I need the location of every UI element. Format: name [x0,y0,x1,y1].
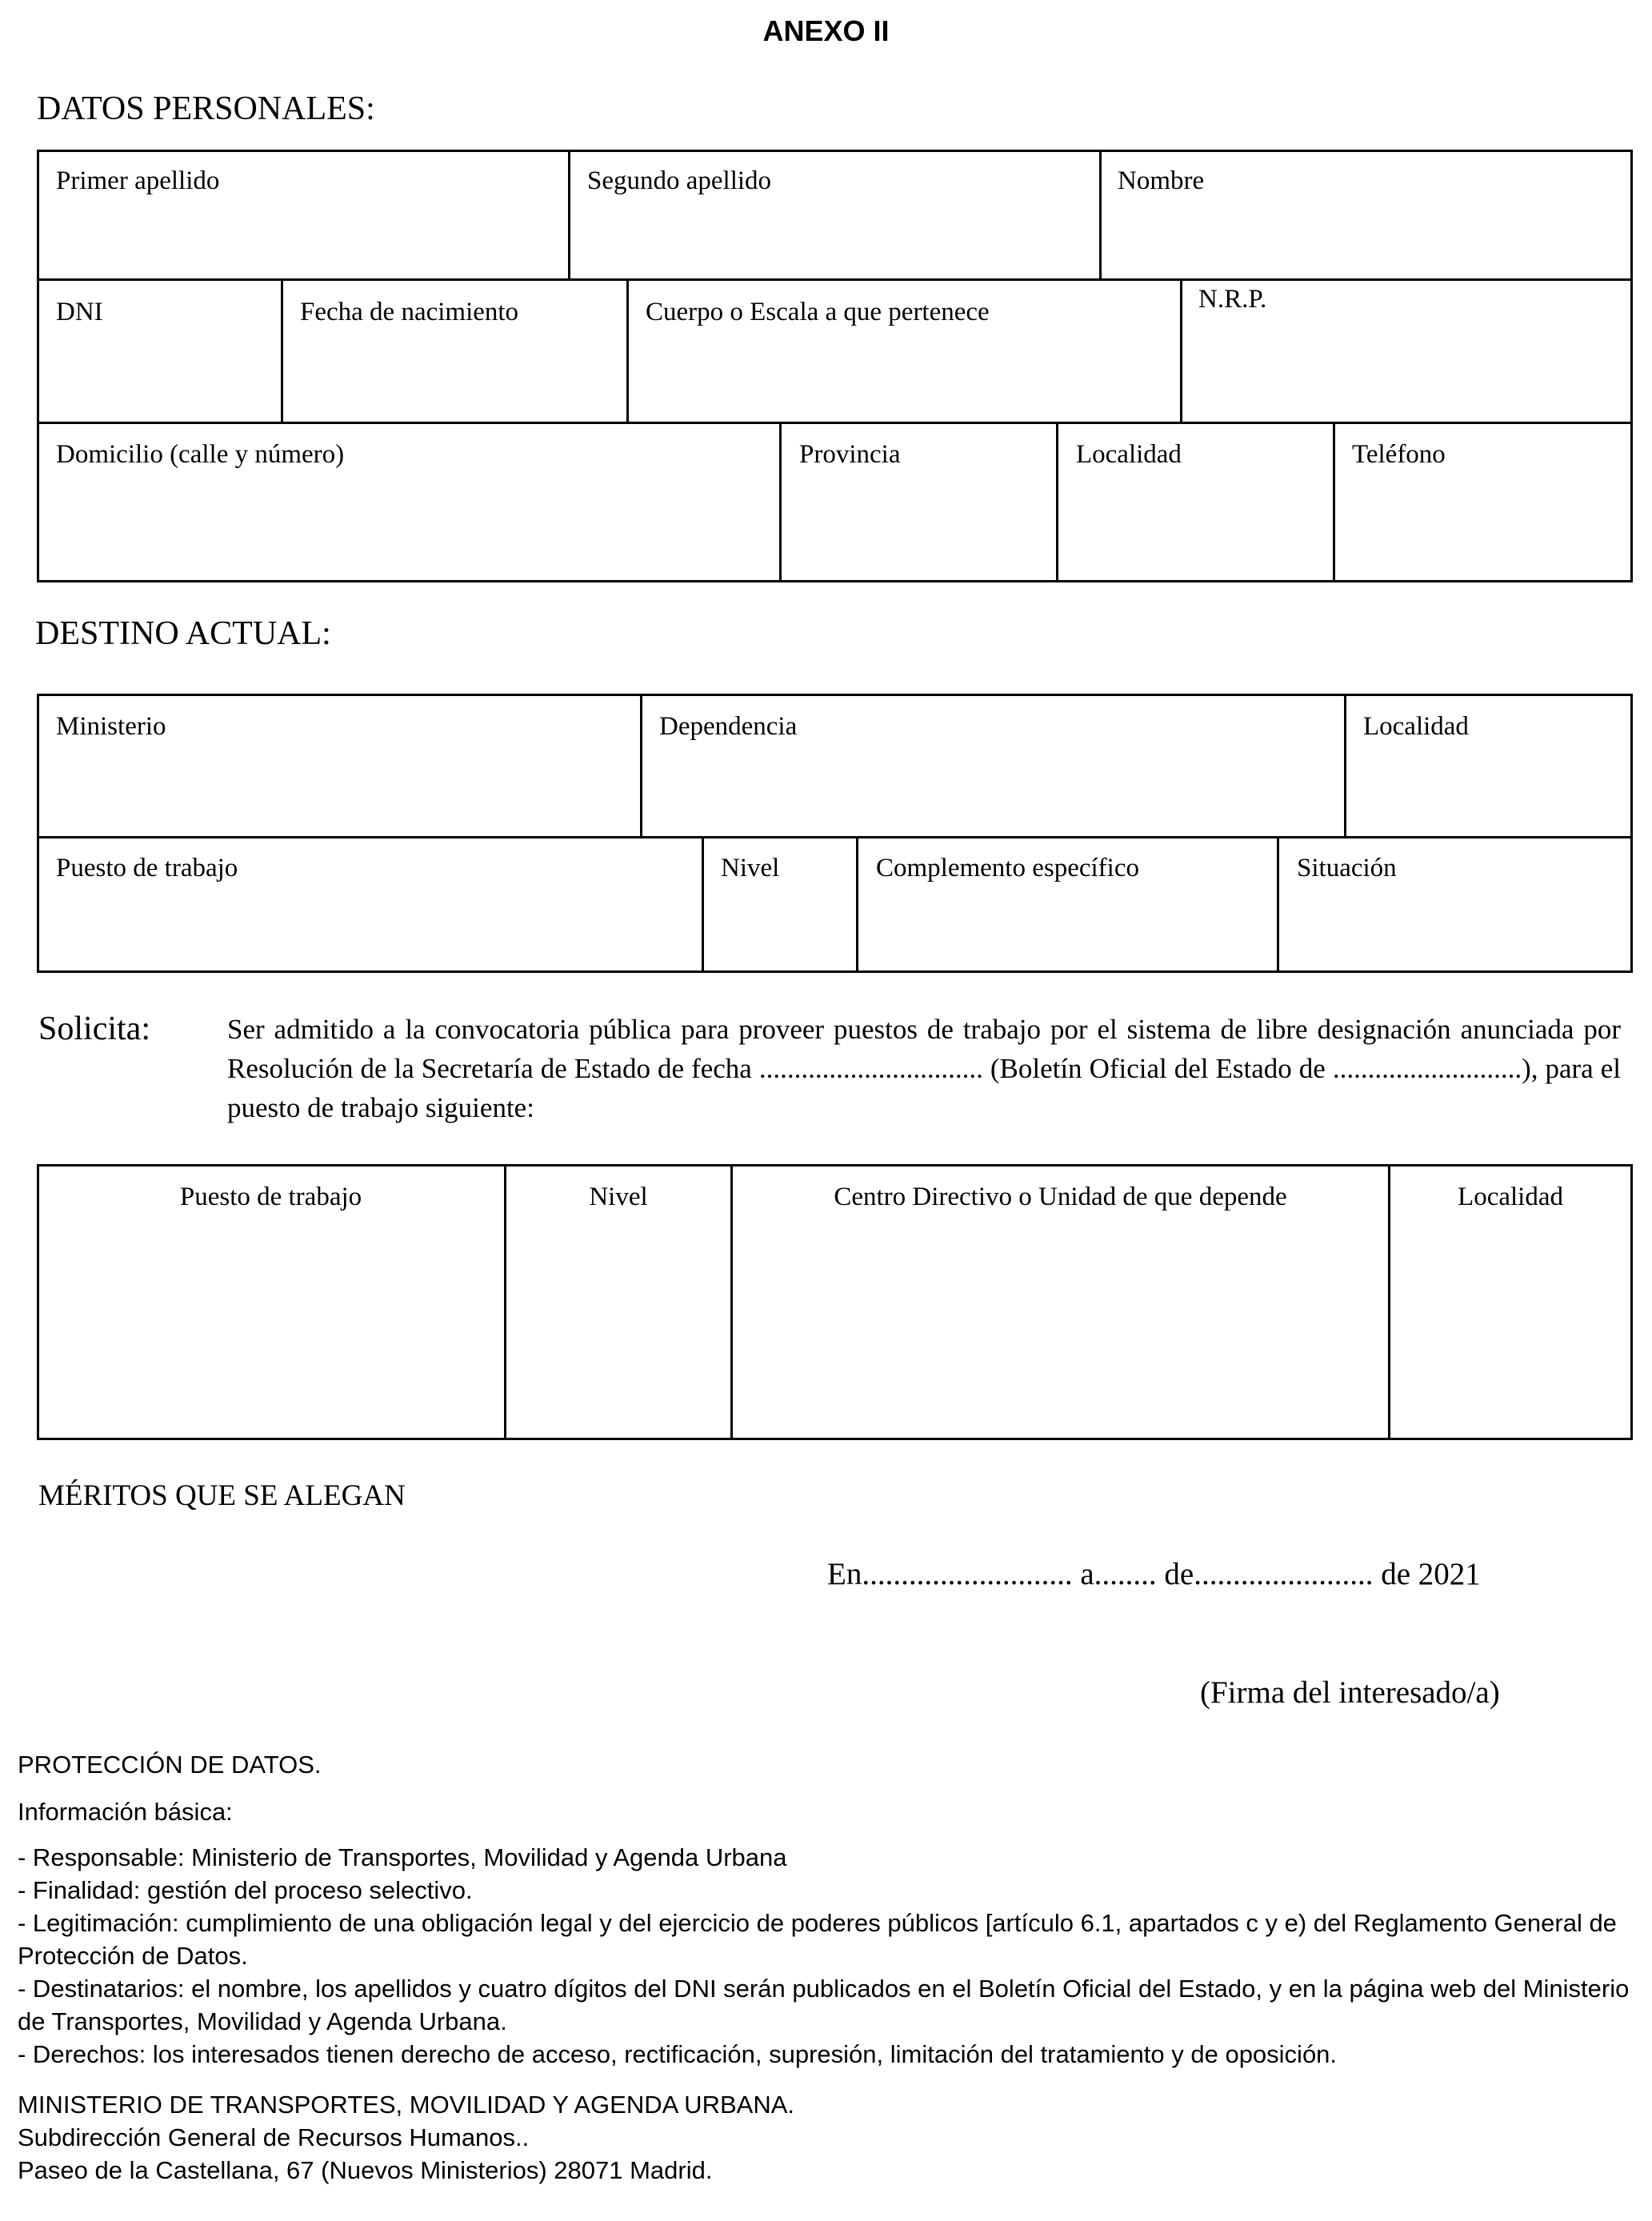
meritos-heading: MÉRITOS QUE SE ALEGAN [38,1479,406,1512]
field-dni[interactable]: DNI [56,298,103,326]
signature-label: (Firma del interesado/a) [1200,1675,1500,1710]
field-telefono[interactable]: Teléfono [1352,440,1446,469]
solicita-text: Ser admitido a la convocatoria pública para proveer puestos de trabajo por el sistema de libre designación anunciada por Resolución de la Secretaría de Estado de fecha ................................ (Boletín Oficial del Estado de ...........................), para el puesto de trabajo siguiente: [227,1014,1621,1123]
privacy-item: - Derechos: los interesados tienen derecho de acceso, rectificación, supresión, limitación del tratamiento y de oposición. [18,2040,1338,2068]
column-divider [281,278,283,423]
row-divider [37,278,1633,281]
header-puesto-trabajo[interactable]: Puesto de trabajo [179,1183,362,1211]
field-cuerpo-escala[interactable]: Cuerpo o Escala a que pertenece [646,298,990,326]
privacy-item: - Responsable: Ministerio de Transportes, Movilidad y Agenda Urbana [18,1843,787,1871]
column-divider [856,836,858,973]
address-line: MINISTERIO DE TRANSPORTES, MOVILIDAD Y AGENDA URBANA. [18,2091,794,2119]
privacy-item: - Legitimación: cumplimiento de una obligación legal y del ejercicio de poderes públicos [artículo 6.1, apartados c y e) del Reglamento General de Protección de Datos. [18,1909,1617,1970]
destino-actual-heading-colon: : [322,615,331,652]
datos-personales-frame [37,150,1633,582]
privacy-subheading: Información básica: [18,1798,233,1826]
address-line: Paseo de la Castellana, 67 (Nuevos Ministerios) 28071 Madrid. [18,2156,713,2184]
field-nrp[interactable]: N.R.P. [1198,285,1267,314]
datos-personales-heading-colon: : [366,90,375,127]
column-divider [1277,836,1279,973]
field-nombre[interactable]: Nombre [1118,166,1205,195]
column-divider [1099,150,1102,280]
column-divider [568,150,570,280]
field-domicilio[interactable]: Domicilio (calle y número) [56,440,345,469]
datos-personales-heading [37,90,375,128]
datos-personales-heading-text: DATOS PERSONALES [37,90,366,127]
row-divider [37,836,1633,838]
destino-actual-heading [35,614,331,653]
field-localidad-destino[interactable]: Localidad [1363,712,1469,741]
field-dependencia[interactable]: Dependencia [659,712,798,741]
column-divider [1180,278,1182,423]
field-fecha-nacimiento[interactable]: Fecha de nacimiento [300,298,519,326]
field-localidad[interactable]: Localidad [1076,440,1182,469]
field-puesto-trabajo-actual[interactable]: Puesto de trabajo [56,854,238,882]
field-segundo-apellido[interactable]: Segundo apellido [587,166,772,195]
date-line[interactable]: En........................... a........ de....................... de 2021 [827,1557,1481,1591]
solicita-label: Solicita: [38,1010,150,1047]
address-line: Subdirección General de Recursos Humanos.. [18,2123,530,2151]
column-divider [779,422,782,582]
header-centro-directivo[interactable]: Centro Directivo o Unidad de que depende [834,1183,1287,1211]
row-divider [37,422,1633,424]
field-ministerio[interactable]: Ministerio [56,712,166,741]
column-divider [702,836,704,973]
column-divider [640,694,642,838]
field-complemento-especifico[interactable]: Complemento específico [876,854,1139,882]
column-divider [1056,422,1058,582]
field-nivel-actual[interactable]: Nivel [721,854,780,882]
header-localidad[interactable]: Localidad [1458,1183,1563,1211]
privacy-heading: PROTECCIÓN DE DATOS. [18,1751,322,1779]
column-divider [1333,422,1335,582]
annex-title: ANEXO II [762,14,890,47]
field-provincia[interactable]: Provincia [799,440,901,469]
privacy-item: - Finalidad: gestión del proceso selectivo. [18,1876,473,1904]
privacy-notice [18,1748,1634,2187]
destino-actual-heading-text: DESTINO ACTUAL [35,615,322,652]
field-primer-apellido[interactable]: Primer apellido [56,166,220,195]
field-situacion[interactable]: Situación [1297,854,1397,882]
privacy-item: - Destinatarios: el nombre, los apellidos y cuatro dígitos del DNI serán publicados en el Boletín Oficial del Estado, y en la página web del Ministerio de Transportes, Movilidad y Agenda Urbana. [18,1975,1630,2035]
column-divider [626,278,629,423]
column-divider [1344,694,1346,838]
header-nivel[interactable]: Nivel [589,1183,648,1211]
